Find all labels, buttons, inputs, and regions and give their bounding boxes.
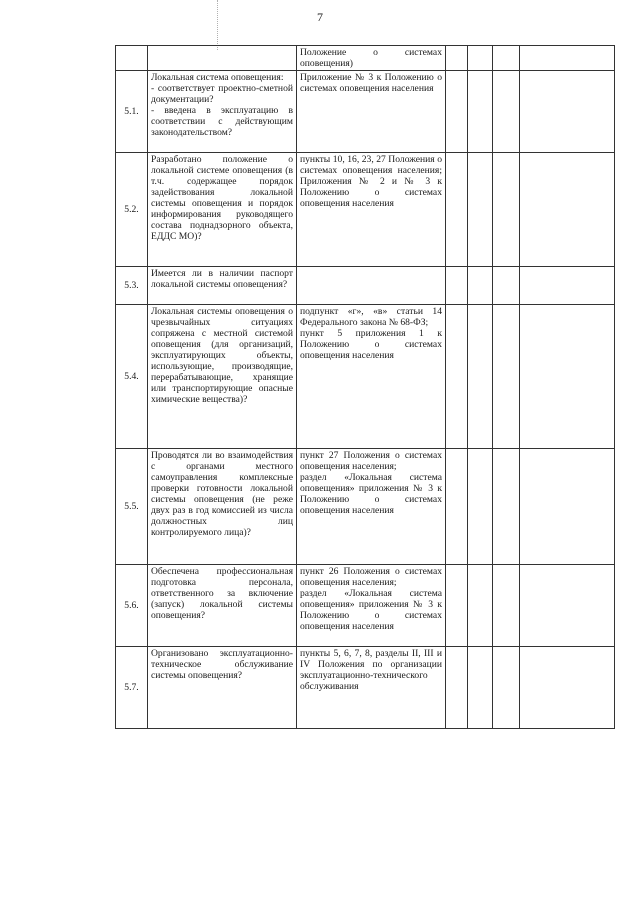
answer-yes-cell bbox=[446, 305, 468, 449]
item-number bbox=[116, 647, 148, 729]
question-text-value: Локальная система оповещения: - соответствует проектно-сметной документации? - введена в эксплуатацию в соответствии с действующим законодательством? bbox=[151, 72, 293, 138]
reference-text bbox=[297, 565, 446, 647]
item-number-value: 5.2. bbox=[124, 204, 139, 215]
answer-na-cell bbox=[493, 565, 520, 647]
item-number-value: 5.6. bbox=[124, 600, 139, 611]
reference-text-value: пункты 5, 6, 7, 8, разделы II, III и IV Положения по организации эксплуатационно-технического обслуживания bbox=[300, 648, 442, 692]
reference-text bbox=[297, 449, 446, 565]
answer-yes-cell bbox=[446, 267, 468, 305]
note-cell bbox=[520, 565, 615, 647]
item-number bbox=[116, 565, 148, 647]
item-number bbox=[116, 449, 148, 565]
answer-no-cell bbox=[468, 565, 493, 647]
question-text bbox=[148, 46, 297, 71]
question-text bbox=[148, 565, 297, 647]
reference-text bbox=[297, 153, 446, 267]
note-cell bbox=[520, 267, 615, 305]
answer-yes-cell bbox=[446, 565, 468, 647]
answer-na-cell bbox=[493, 305, 520, 449]
table-row bbox=[116, 153, 615, 267]
reference-text-value: пункт 26 Положения о системах оповещения населения; раздел «Локальная система оповещения» приложения № 3 к Положению о системах оповещения населения bbox=[300, 566, 442, 632]
answer-yes-cell bbox=[446, 153, 468, 267]
answer-yes-cell bbox=[446, 71, 468, 153]
note-cell bbox=[520, 647, 615, 729]
item-number bbox=[116, 153, 148, 267]
reference-text bbox=[297, 46, 446, 71]
question-text-value: Имеется ли в наличии паспорт локальной системы оповещения? bbox=[151, 268, 293, 290]
item-number-value: 5.1. bbox=[124, 106, 139, 117]
question-text-value: Разработано положение о локальной системе оповещения (в т.ч. содержащее порядок задействования локальной системы оповещения и порядок информирования руководящего состава поднадзорного объекта, ЕДДС МО)? bbox=[151, 154, 293, 242]
reference-text-value: Приложение № 3 к Положению о системах оповещения населения bbox=[300, 72, 442, 94]
reference-text-value: пункты 10, 16, 23, 27 Положения о системах оповещения населения; Приложения № 2 и № 3 к Положению о системах оповещения населения bbox=[300, 154, 442, 209]
answer-yes-cell bbox=[446, 647, 468, 729]
item-number-value: 5.4. bbox=[124, 371, 139, 382]
reference-text bbox=[297, 267, 446, 305]
item-number-value: 5.3. bbox=[124, 280, 139, 291]
item-number-value: 5.5. bbox=[124, 501, 139, 512]
table-row bbox=[116, 46, 615, 71]
answer-no-cell bbox=[468, 449, 493, 565]
answer-no-cell bbox=[468, 153, 493, 267]
answer-no-cell bbox=[468, 71, 493, 153]
question-text bbox=[148, 71, 297, 153]
answer-yes-cell bbox=[446, 449, 468, 565]
question-text bbox=[148, 267, 297, 305]
question-text bbox=[148, 647, 297, 729]
question-text-value: Организовано эксплуатационно-техническое обслуживание системы оповещения? bbox=[151, 648, 293, 681]
answer-na-cell bbox=[493, 647, 520, 729]
note-cell bbox=[520, 305, 615, 449]
item-number bbox=[116, 71, 148, 153]
reference-text-value: Положение о системах оповещения) bbox=[300, 47, 442, 69]
item-number bbox=[116, 46, 148, 71]
answer-na-cell bbox=[493, 267, 520, 305]
item-number bbox=[116, 267, 148, 305]
page-number: 7 bbox=[317, 10, 323, 24]
answer-na-cell bbox=[493, 153, 520, 267]
checklist-table bbox=[115, 45, 615, 729]
reference-text-value: подпункт «г», «в» статьи 14 Федерального закона № 68-ФЗ; пункт 5 приложения 1 к Положению о системах оповещения населения bbox=[300, 306, 442, 361]
question-text-value: Локальная системы оповещения о чрезвычайных ситуациях сопряжена с местной системой оповещения (для организаций, эксплуатирующих объекты, использующие, производящие, перерабатывающие, хранящие или транспортирующие опасные химические вещества)? bbox=[151, 306, 293, 405]
reference-text-value: пункт 27 Положения о системах оповещения населения; раздел «Локальная система оповещения» приложения № 3 к Положению о системах оповещения населения bbox=[300, 450, 442, 516]
reference-text bbox=[297, 71, 446, 153]
answer-na-cell bbox=[493, 71, 520, 153]
question-text bbox=[148, 153, 297, 267]
answer-na-cell bbox=[493, 46, 520, 71]
question-text-value: Проводятся ли во взаимодействия с органами местного самоуправления комплексные проверки готовности локальной системы оповещения (не реже двух раз в год комиссией из числа должностных лиц контролируемого лица)? bbox=[151, 450, 293, 538]
answer-yes-cell bbox=[446, 46, 468, 71]
answer-no-cell bbox=[468, 305, 493, 449]
table-row bbox=[116, 449, 615, 565]
note-cell bbox=[520, 71, 615, 153]
question-text bbox=[148, 305, 297, 449]
answer-no-cell bbox=[468, 267, 493, 305]
scan-artifact-dots bbox=[217, 0, 220, 50]
note-cell bbox=[520, 449, 615, 565]
table-row bbox=[116, 565, 615, 647]
question-text-value: Обеспечена профессиональная подготовка персонала, ответственного за включение (запуск) локальной системы оповещения? bbox=[151, 566, 293, 621]
note-cell bbox=[520, 153, 615, 267]
table-row bbox=[116, 71, 615, 153]
item-number-value: 5.7. bbox=[124, 682, 139, 693]
answer-no-cell bbox=[468, 46, 493, 71]
answer-no-cell bbox=[468, 647, 493, 729]
table-row bbox=[116, 305, 615, 449]
item-number bbox=[116, 305, 148, 449]
answer-na-cell bbox=[493, 449, 520, 565]
reference-text bbox=[297, 305, 446, 449]
note-cell bbox=[520, 46, 615, 71]
question-text bbox=[148, 449, 297, 565]
table-row bbox=[116, 647, 615, 729]
table-row bbox=[116, 267, 615, 305]
reference-text bbox=[297, 647, 446, 729]
